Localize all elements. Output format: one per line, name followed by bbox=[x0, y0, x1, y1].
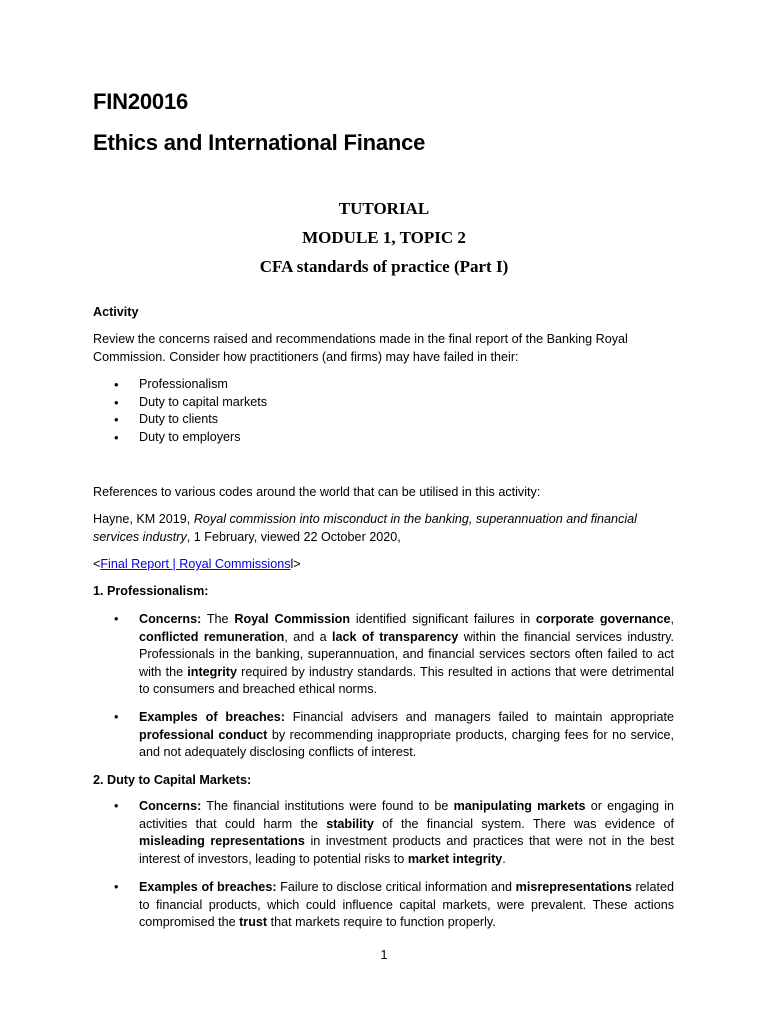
concerns-capital-markets: • Concerns: The financial institutions were found to be manipulating markets or engaging in activities that could harm the stability of the financial system. There was evidence of misleading representations in investment products and practices that were not in the best interest of investors, leading to potential risks to market integrity. bbox=[139, 798, 674, 868]
reference-date: , 1 February, viewed 22 October 2020, bbox=[186, 529, 401, 544]
link-open: < bbox=[93, 557, 101, 571]
activity-heading: Activity bbox=[93, 305, 139, 319]
list-item: • Duty to employers bbox=[93, 429, 267, 447]
final-report-link[interactable]: Final Report | Royal Commissions bbox=[100, 557, 291, 571]
concerns-professionalism: • Concerns: The Royal Commission identified significant failures in corporate governance, conflicted remuneration, and a lack of transparency within the financial services industry. Professionals in the banking, superannuation, and financial services sectors often failed to act with the integrity required by industry standards. This resulted in actions that were detrimental to consumers and breached ethical norms. bbox=[139, 611, 674, 699]
page-number: 1 bbox=[380, 948, 388, 962]
document-code: FIN20016 bbox=[93, 89, 189, 114]
reference-title: Royal commission into misconduct in the banking, superannuation and financial services industry bbox=[93, 512, 637, 544]
references-intro: References to various codes around the world that can be utilised in this activity: bbox=[93, 485, 541, 499]
duty-list bbox=[93, 376, 267, 446]
activity-intro: Review the concerns raised and recommendations made in the final report of the Banking Royal Commission. Consider how practitioners (and firms) may have failed in their: bbox=[93, 332, 628, 364]
section-heading-capital-markets: 2. Duty to Capital Markets: bbox=[93, 773, 252, 787]
hayne-reference bbox=[93, 511, 675, 546]
breaches-capital-markets: • Examples of breaches: Failure to disclose critical information and misrepresentations related to financial products, which could influence capital markets, were prevalent. These actions compromised the trust that markets require to function properly. bbox=[139, 879, 674, 932]
list-item: • Duty to clients bbox=[93, 411, 267, 429]
list-item: • Professionalism bbox=[93, 376, 267, 394]
reference-link-line bbox=[93, 556, 675, 574]
module-topic-label: MODULE 1, TOPIC 2 bbox=[302, 228, 466, 247]
list-item: • Duty to capital markets bbox=[93, 394, 267, 412]
course-title: Ethics and International Finance bbox=[93, 130, 426, 155]
section-heading-professionalism: 1. Professionalism: bbox=[93, 584, 209, 598]
tutorial-subtitle: CFA standards of practice (Part I) bbox=[259, 257, 509, 276]
reference-author: Hayne, KM 2019, bbox=[93, 512, 194, 526]
tutorial-label: TUTORIAL bbox=[338, 199, 430, 218]
breaches-professionalism: • Examples of breaches: Financial advisers and managers failed to maintain appropriate professional conduct by recommending inappropriate products, charging fees for no service, and not adequately disclosing conflicts of interest. bbox=[139, 709, 674, 762]
link-close: l> bbox=[290, 557, 301, 571]
